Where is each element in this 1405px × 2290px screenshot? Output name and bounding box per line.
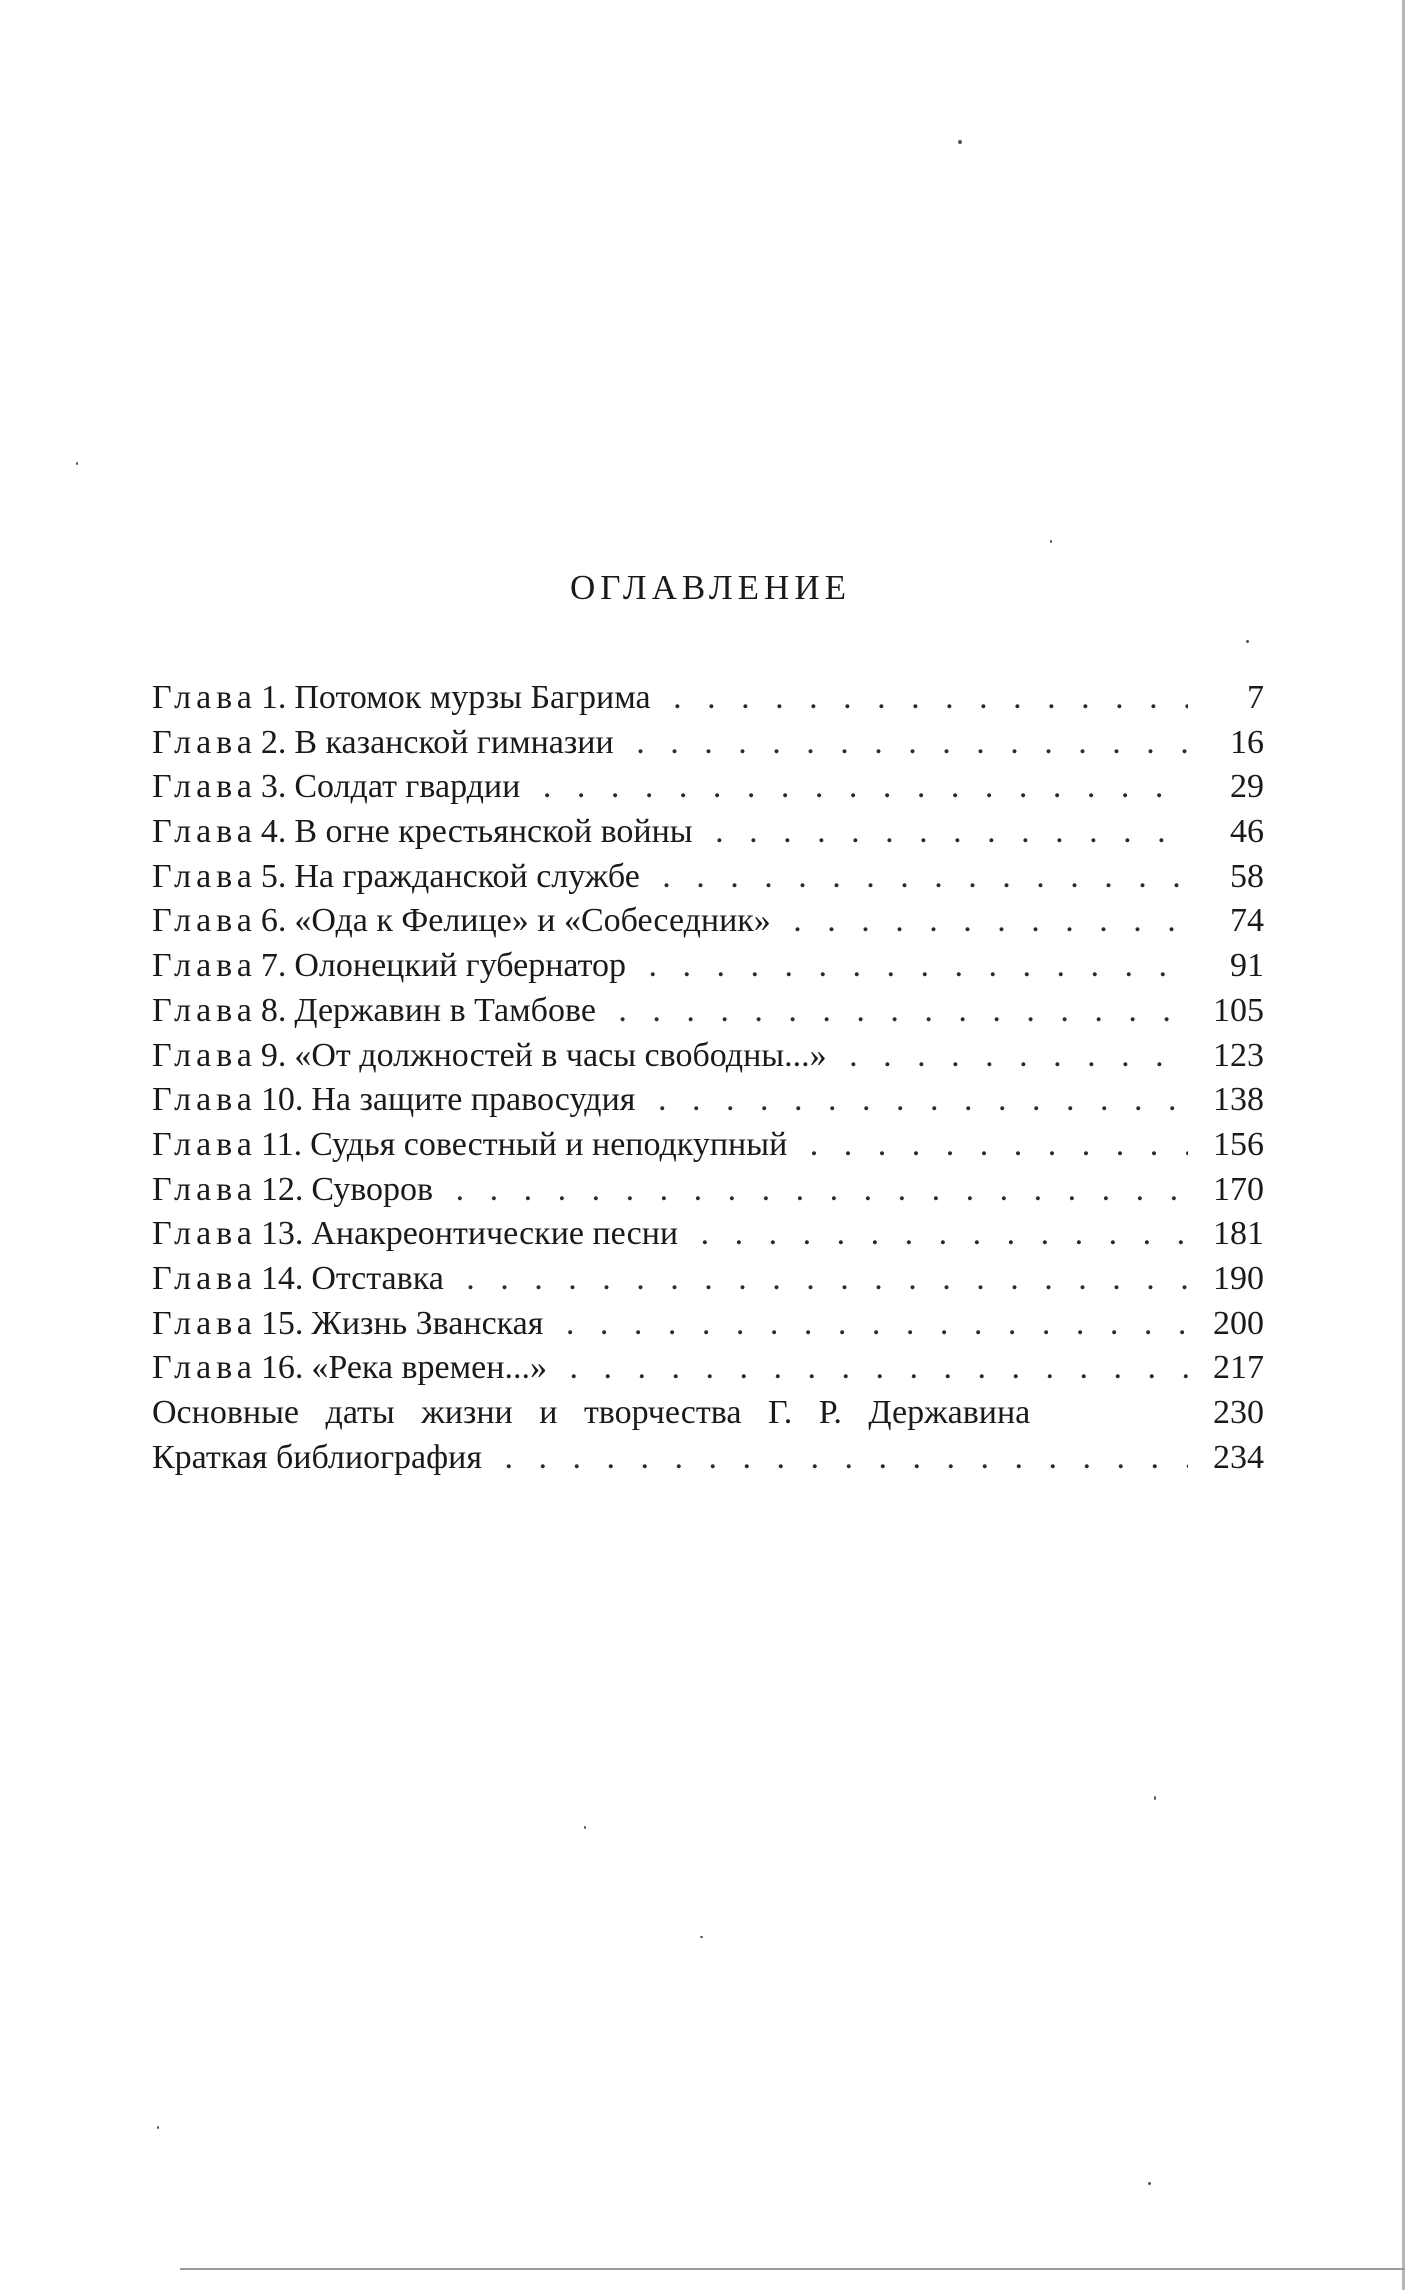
page-number: 74 <box>1230 902 1264 940</box>
chapter-word: Глава <box>152 1036 257 1074</box>
dot-leader <box>665 676 1188 721</box>
chapter-title: Отставка <box>311 1259 444 1297</box>
chapter-title: В огне крестьянской войны <box>294 813 693 851</box>
chapter-number: 11. <box>260 1125 303 1163</box>
scan-speck <box>76 462 78 465</box>
chapter-title: В казанской гимназии <box>294 723 614 761</box>
chapter-number: 13. <box>260 1215 304 1253</box>
chapter-title: Потомок мурзы Багрима <box>294 679 651 716</box>
dot-leader <box>654 855 1188 900</box>
chapter-word: Глава <box>152 768 257 806</box>
scan-speck <box>157 2126 159 2129</box>
dot-leader <box>692 1212 1188 1257</box>
page-number: 16 <box>1230 723 1264 761</box>
dot-leader <box>640 944 1188 989</box>
toc-entry <box>152 1212 1264 1257</box>
extra-title: Краткая библиография <box>152 1438 482 1476</box>
page-number: 7 <box>1247 679 1264 716</box>
chapter-word: Глава <box>152 1081 257 1119</box>
toc-entry <box>152 765 1264 810</box>
toc-entry <box>152 1123 1264 1168</box>
page-number: 181 <box>1213 1215 1264 1253</box>
page-number: 105 <box>1213 991 1264 1029</box>
chapter-number: 14. <box>260 1259 304 1297</box>
dot-leader <box>707 810 1188 855</box>
scan-speck <box>958 140 962 144</box>
scan-speck <box>1154 1796 1156 1800</box>
chapter-number: 16. <box>260 1349 304 1387</box>
chapter-number: 10. <box>260 1081 304 1119</box>
dot-leader <box>785 899 1188 944</box>
page-number: 234 <box>1213 1438 1264 1476</box>
page-number: 138 <box>1213 1081 1264 1119</box>
chapter-word: Глава <box>152 857 257 895</box>
dot-leader <box>561 1346 1188 1391</box>
chapter-word: Глава <box>152 813 257 851</box>
chapter-title: «Ода к Фелице» и «Собеседник» <box>294 902 771 940</box>
dot-leader <box>628 721 1188 766</box>
chapter-number: 7. <box>260 947 287 985</box>
chapter-number: 1. <box>260 679 287 716</box>
dot-leader <box>801 1123 1188 1168</box>
toc-entry <box>152 989 1264 1034</box>
page-number: 170 <box>1213 1170 1264 1208</box>
chapter-word: Глава <box>152 1304 257 1342</box>
chapter-word: Глава <box>152 902 257 940</box>
chapter-word: Глава <box>152 947 257 985</box>
page-number: 190 <box>1213 1259 1264 1297</box>
chapter-number: 3. <box>260 768 287 806</box>
page-number: 46 <box>1230 813 1264 851</box>
page-number: 91 <box>1230 947 1264 985</box>
toc-entry <box>152 1257 1264 1302</box>
dot-leader <box>447 1168 1188 1213</box>
chapter-number: 5. <box>260 857 287 895</box>
chapter-number: 9. <box>260 1036 287 1074</box>
toc-entry <box>152 676 1264 721</box>
chapter-title: Солдат гвардии <box>294 768 521 806</box>
scan-speck <box>1050 540 1052 543</box>
page-number: 156 <box>1213 1125 1264 1163</box>
chapter-title: Державин в Тамбове <box>294 991 596 1029</box>
page-number: 123 <box>1213 1036 1264 1074</box>
dot-leader <box>610 989 1188 1034</box>
dot-leader <box>534 765 1188 810</box>
chapter-title: Суворов <box>311 1170 434 1208</box>
chapter-word: Глава <box>152 1125 257 1163</box>
chapter-word: Глава <box>152 1259 257 1297</box>
table-of-contents <box>152 676 1264 1480</box>
bottom-edge-line <box>180 2268 1405 2270</box>
chapter-number: 4. <box>260 813 287 851</box>
scan-speck <box>1246 640 1249 643</box>
toc-entry <box>152 1168 1264 1213</box>
toc-entry <box>152 810 1264 855</box>
toc-entry <box>152 855 1264 900</box>
extra-title: Основные даты жизни и творчества Г. Р. Державина <box>152 1394 1031 1431</box>
chapter-title: На защите правосудия <box>311 1081 636 1119</box>
chapter-title: На гражданской службе <box>294 857 640 895</box>
dot-leader <box>557 1302 1188 1347</box>
toc-extra-entry <box>152 1391 1264 1436</box>
toc-entry <box>152 944 1264 989</box>
toc-entry <box>152 1078 1264 1123</box>
toc-entry <box>152 721 1264 766</box>
chapter-title: Олонецкий губернатор <box>294 947 627 985</box>
page-number: 230 <box>1213 1394 1264 1431</box>
chapter-word: Глава <box>152 1170 257 1208</box>
toc-title: ОГЛАВЛЕНИЕ <box>570 568 851 607</box>
chapter-title: «От должностей в часы свободны...» <box>294 1036 827 1074</box>
toc-entry <box>152 1346 1264 1391</box>
page-number: 217 <box>1213 1349 1264 1387</box>
toc-extra-entry <box>152 1436 1264 1481</box>
page-number: 200 <box>1213 1304 1264 1342</box>
chapter-number: 2. <box>260 723 287 761</box>
chapter-word: Глава <box>152 1215 257 1253</box>
page-number: 58 <box>1230 857 1264 895</box>
toc-entry <box>152 899 1264 944</box>
toc-entry <box>152 1034 1264 1079</box>
chapter-number: 15. <box>260 1304 304 1342</box>
chapter-word: Глава <box>152 991 257 1029</box>
chapter-title: Судья совестный и неподкупный <box>310 1125 788 1163</box>
dot-leader <box>649 1078 1188 1123</box>
chapter-word: Глава <box>152 723 257 761</box>
chapter-word: Глава <box>152 1349 257 1387</box>
dot-leader <box>458 1257 1188 1302</box>
scan-speck <box>584 1826 586 1829</box>
chapter-number: 12. <box>260 1170 304 1208</box>
page-number: 29 <box>1230 768 1264 806</box>
dot-leader <box>841 1034 1188 1079</box>
chapter-word: Глава <box>152 679 257 716</box>
chapter-title: «Река времен...» <box>311 1349 547 1387</box>
chapter-number: 6. <box>260 902 287 940</box>
dot-leader <box>496 1436 1188 1481</box>
chapter-title: Анакреонтические песни <box>311 1215 679 1253</box>
chapter-number: 8. <box>260 991 287 1029</box>
scan-speck <box>1148 2182 1151 2185</box>
scan-speck <box>700 1936 703 1938</box>
toc-entry <box>152 1302 1264 1347</box>
chapter-title: Жизнь Званская <box>311 1304 544 1342</box>
